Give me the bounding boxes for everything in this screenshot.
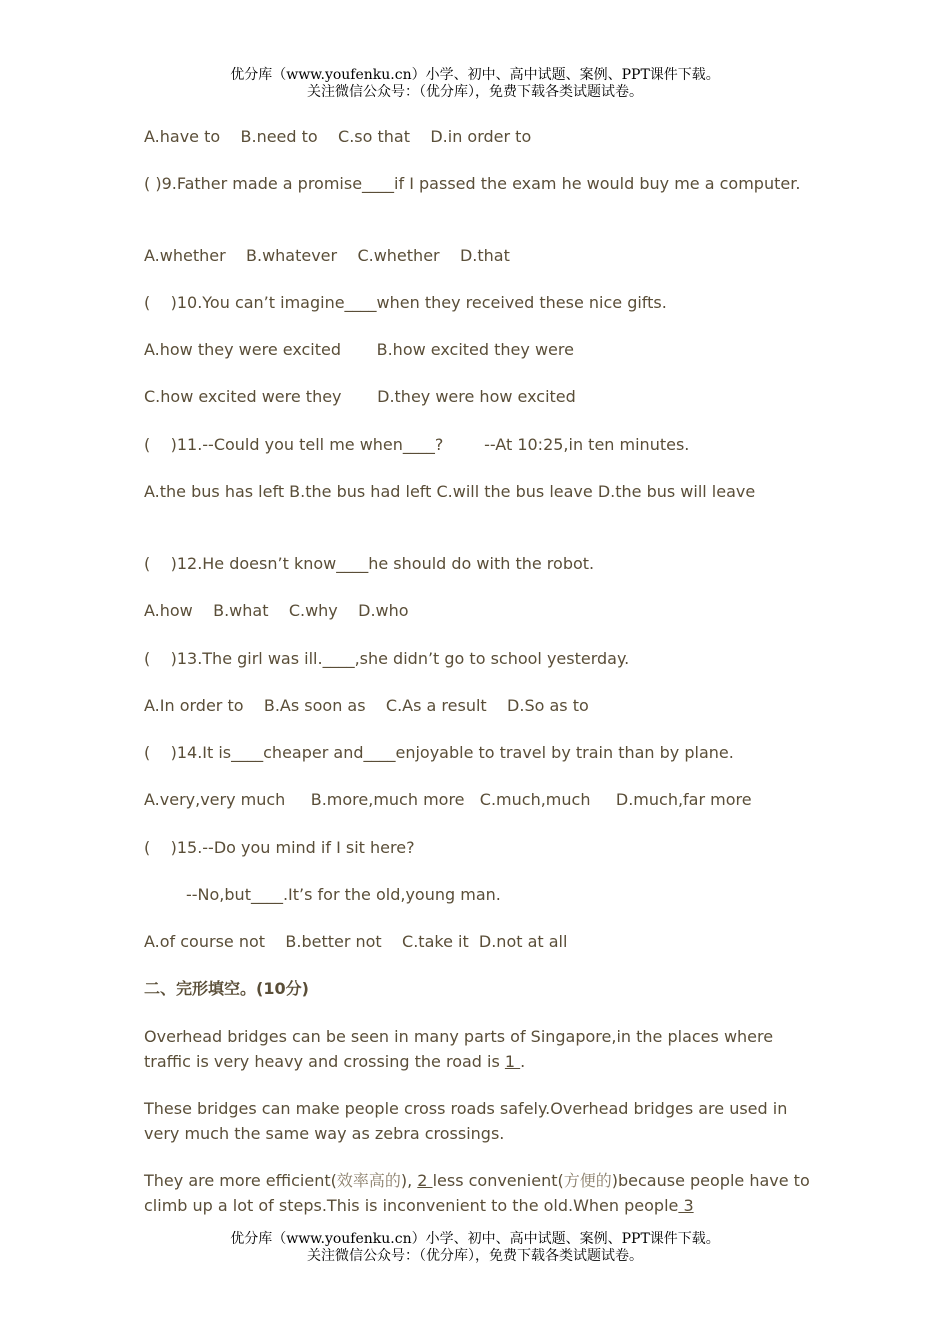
header-line-1: 优分库（www.youfenku.cn）小学、初中、高中试题、案例、PPT课件下载。 xyxy=(230,67,720,83)
q12-options: A.how B.what C.why D.who xyxy=(144,601,409,620)
question-9: ( )9.Father made a promise____if I passed the exam he would buy me a computer. xyxy=(144,174,801,193)
question-13: ( )13.The girl was ill.____,she didn’t go to school yesterday. xyxy=(144,649,630,668)
page-footer xyxy=(0,1231,950,1265)
section-2-title: 二、完形填空。(10分) xyxy=(144,979,309,998)
q15-options: A.of course not B.better not C.take it D.not at all xyxy=(144,932,568,951)
question-10: ( )10.You can’t imagine____when they received these nice gifts. xyxy=(144,293,667,312)
blank-2: 2 xyxy=(417,1171,433,1190)
question-15: ( )15.--Do you mind if I sit here? xyxy=(144,838,415,857)
q13-options: A.In order to B.As soon as C.As a result D.So as to xyxy=(144,696,589,715)
p3-a: They are more efficient( xyxy=(144,1171,337,1190)
q11-options: A.the bus has left B.the bus had left C.will the bus leave D.the bus will leave xyxy=(144,482,756,501)
p3-cn-2: 方便的 xyxy=(563,1171,612,1190)
q10-options-cd: C.how excited were they D.they were how excited xyxy=(144,387,576,406)
question-14: ( )14.It is____cheaper and____enjoyable to travel by train than by plane. xyxy=(144,743,734,762)
p3-cn-1: 效率高的 xyxy=(336,1171,401,1190)
q9-options: A.whether B.whatever C.whether D.that xyxy=(144,246,510,265)
question-11: ( )11.--Could you tell me when____? --At 10:25,in ten minutes. xyxy=(144,435,690,454)
cloze-paragraph-2: These bridges can make people cross roads safely.Overhead bridges are used in very much the same way as zebra crossings. xyxy=(144,1099,788,1143)
question-12: ( )12.He doesn’t know____he should do with the robot. xyxy=(144,554,595,573)
blank-3: 3 xyxy=(678,1196,694,1215)
page-header xyxy=(0,67,950,101)
cloze-paragraph-3 xyxy=(144,1168,814,1218)
q15-reply: --No,but____.It’s for the old,young man. xyxy=(186,885,501,904)
footer-line-2: 关注微信公众号：（优分库），免费下载各类试题试卷。 xyxy=(307,1248,643,1264)
p3-c: less convenient( xyxy=(432,1171,564,1190)
footer-line-1: 优分库（www.youfenku.cn）小学、初中、高中试题、案例、PPT课件下载。 xyxy=(230,1231,720,1247)
cloze-paragraph-1 xyxy=(144,1024,814,1074)
p1-end: . xyxy=(520,1052,526,1071)
q8-options: A.have to B.need to C.so that D.in order to xyxy=(144,127,532,146)
p3-b: ), xyxy=(400,1171,418,1190)
q10-options-ab: A.how they were excited B.how excited they were xyxy=(144,340,574,359)
header-line-2: 关注微信公众号：（优分库），免费下载各类试题试卷。 xyxy=(307,84,643,100)
p1-text: Overhead bridges can be seen in many parts of Singapore,in the places where traffic is very heavy and crossing the road is xyxy=(144,1027,774,1071)
p3-d: )because people have to climb up a lot of steps.This is inconvenient to the old.When people xyxy=(144,1171,810,1215)
q14-options: A.very,very much B.more,much more C.much,much D.much,far more xyxy=(144,790,752,809)
blank-1: 1 xyxy=(504,1052,521,1071)
